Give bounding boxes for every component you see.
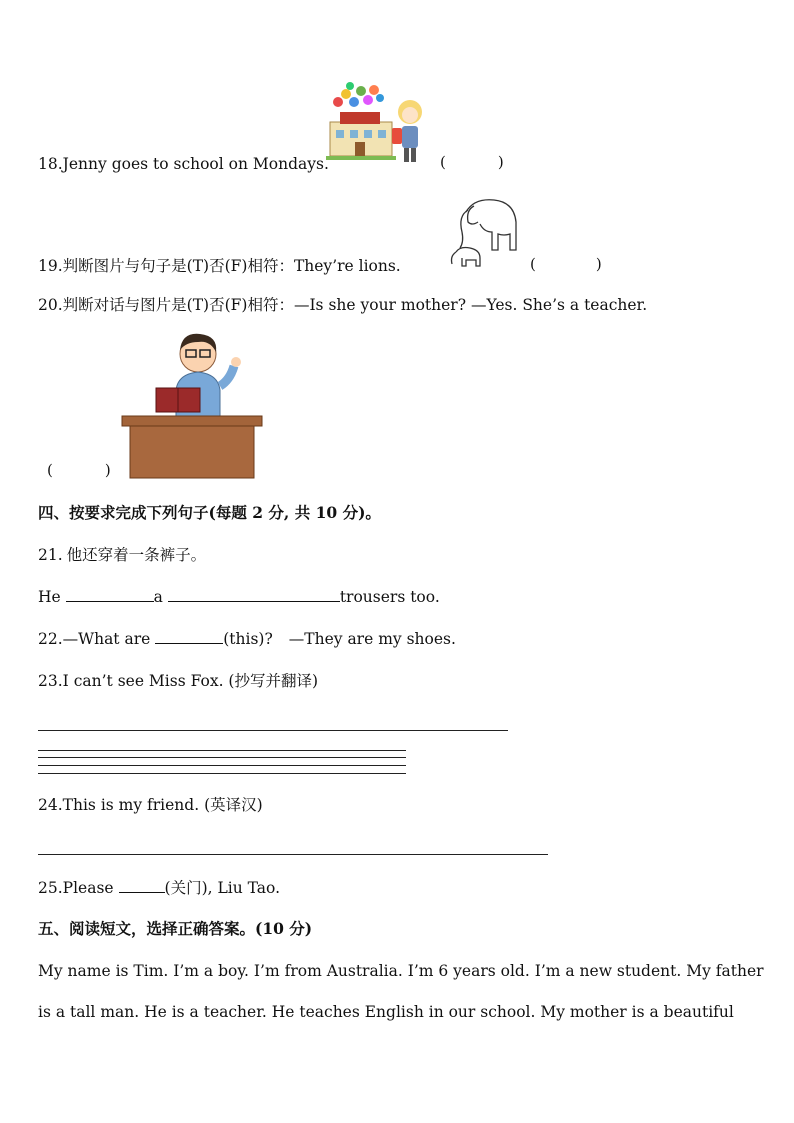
q25-blank[interactable] <box>119 878 165 893</box>
q19-answer-paren[interactable]: ( ) <box>530 255 602 273</box>
question-20 <box>38 295 647 315</box>
question-21-prompt: 21. 他还穿着一条裤子。 <box>38 546 207 564</box>
section-4-heading: 四、按要求完成下列句子(每题 2 分, 共 10 分)。 <box>38 503 381 522</box>
q21-blank-1[interactable] <box>66 587 154 602</box>
section-5-heading: 五、阅读短文，选择正确答案。(10 分) <box>38 919 313 938</box>
balloons-icon <box>333 82 384 107</box>
question-21-answer: He a trousers too. <box>38 588 440 606</box>
girl-school-picture <box>326 82 430 170</box>
q19-text: 判断图片与句子是(T)否(F)相符：They’re lions. <box>62 257 401 275</box>
elephants-picture <box>444 192 520 274</box>
passage-line-2: is a tall man. He is a teacher. He teaches English in our school. My mother is a beautiful <box>38 1003 734 1021</box>
q20-answer-paren[interactable]: ( ) <box>47 461 111 479</box>
q20-number: 20. <box>38 296 63 314</box>
q23-writing-line-2[interactable] <box>38 757 406 758</box>
q23-writing-line-1[interactable] <box>38 750 406 751</box>
q18-answer-paren[interactable]: ( ) <box>440 153 504 171</box>
question-23: 23.I can’t see Miss Fox. (抄写并翻译) <box>38 672 319 690</box>
question-19 <box>38 256 401 276</box>
question-25: 25.Please (关门), Liu Tao. <box>38 879 281 897</box>
q18-number: 18. <box>38 155 63 173</box>
q22-blank[interactable] <box>155 629 223 644</box>
passage-line-1: My name is Tim. I’m a boy. I’m from Australia. I’m 6 years old. I’m a new student. My father <box>38 962 764 980</box>
question-22: 22.—What are (this)? —They are my shoes. <box>38 630 456 648</box>
q23-writing-line-4[interactable] <box>38 773 406 774</box>
q19-number: 19. <box>38 257 63 275</box>
teacher-picture <box>120 330 266 480</box>
q23-writing-line-3[interactable] <box>38 765 406 766</box>
q20-text: 判断对话与图片是(T)否(F)相符：—Is she your mother? —Yes. She’s a teacher. <box>62 296 648 314</box>
question-18 <box>38 154 329 174</box>
question-24: 24.This is my friend. (英译汉) <box>38 796 263 814</box>
q24-answer-line[interactable] <box>38 854 548 855</box>
q18-text: Jenny goes to school on Mondays. <box>62 155 329 173</box>
q21-blank-2[interactable] <box>168 587 340 602</box>
q23-copy-line[interactable] <box>38 730 508 731</box>
